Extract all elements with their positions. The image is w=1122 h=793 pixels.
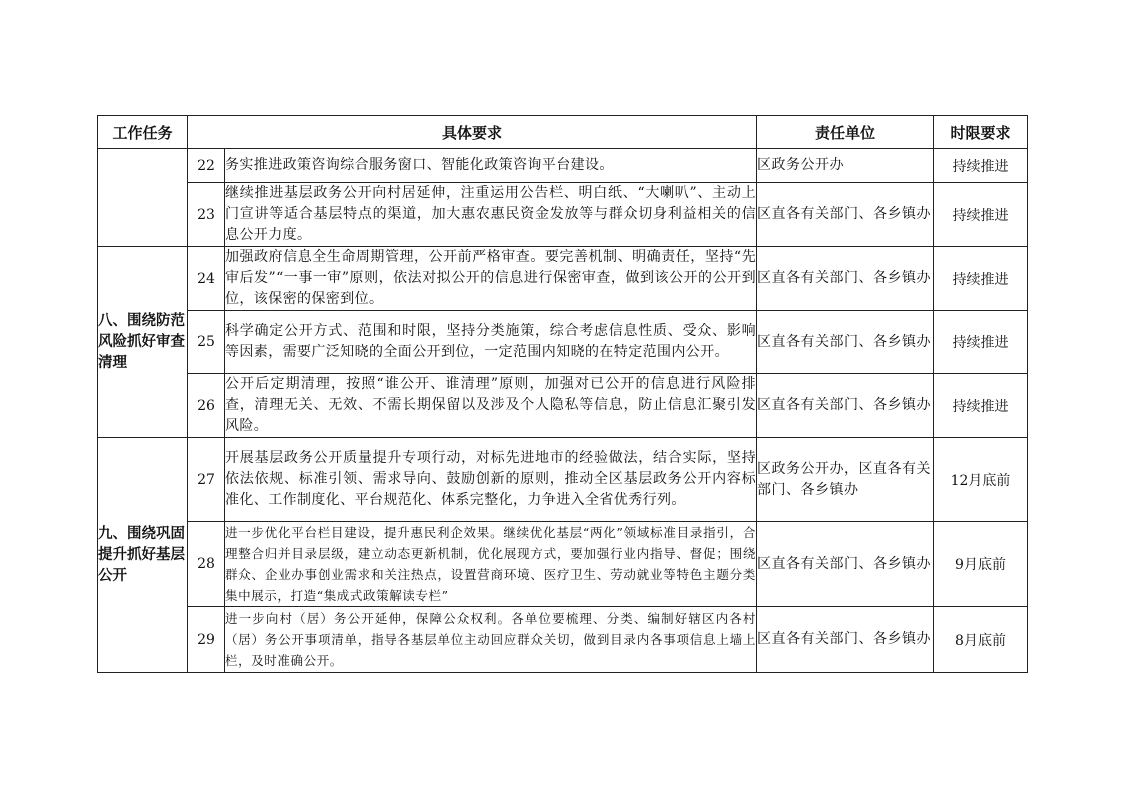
header-task: 工作任务 [98, 116, 188, 149]
row-number: 24 [188, 247, 225, 311]
header-requirement: 具体要求 [188, 116, 757, 149]
task-table-page [97, 115, 1027, 673]
row-deadline: 持续推进 [934, 149, 1028, 183]
row-number: 26 [188, 374, 225, 438]
row-number: 23 [188, 183, 225, 247]
header-unit: 责任单位 [757, 116, 934, 149]
row-number: 22 [188, 149, 225, 183]
category-cell-empty [98, 149, 188, 247]
row-unit: 区直各有关部门、各乡镇办 [757, 311, 934, 374]
table-row [98, 183, 1028, 247]
task-table [97, 115, 1028, 673]
table-header-row [98, 116, 1028, 149]
row-unit: 区政务公开办，区直各有关部门、各乡镇办 [757, 438, 934, 522]
row-deadline: 12月底前 [934, 438, 1028, 522]
table-row [98, 438, 1028, 522]
category-cell: 八、围绕防范风险抓好审查清理 [98, 247, 188, 438]
category-cell: 九、围绕巩固提升抓好基层公开 [98, 438, 188, 673]
header-deadline: 时限要求 [934, 116, 1028, 149]
table-row [98, 311, 1028, 374]
row-unit: 区直各有关部门、各乡镇办 [757, 183, 934, 247]
row-requirement: 继续推进基层政务公开向村居延伸，注重运用公告栏、明白纸、“大喇叭”、主动上门宣讲等适合基层特点的渠道，加大惠农惠民资金发放等与群众切身利益相关的信息公开力度。 [225, 183, 757, 247]
table-row [98, 149, 1028, 183]
row-deadline: 持续推进 [934, 247, 1028, 311]
row-requirement: 加强政府信息全生命周期管理，公开前严格审查。要完善机制、明确责任，坚持“先审后发”“一事一审”原则，依法对拟公开的信息进行保密审查，做到该公开的公开到位，该保密的保密到位。 [225, 247, 757, 311]
row-unit: 区直各有关部门、各乡镇办 [757, 522, 934, 607]
row-unit: 区直各有关部门、各乡镇办 [757, 374, 934, 438]
row-deadline: 持续推进 [934, 311, 1028, 374]
table-row [98, 374, 1028, 438]
row-number: 28 [188, 522, 225, 607]
table-row [98, 247, 1028, 311]
table-row [98, 607, 1028, 673]
row-deadline: 8月底前 [934, 607, 1028, 673]
row-number: 25 [188, 311, 225, 374]
row-number: 29 [188, 607, 225, 673]
row-unit: 区直各有关部门、各乡镇办 [757, 247, 934, 311]
row-unit: 区直各有关部门、各乡镇办 [757, 607, 934, 673]
row-requirement: 进一步优化平台栏目建设，提升惠民利企效果。继续优化基层“两化”领域标准目录指引，合理整合归并目录层级，建立动态更新机制，优化展现方式，要加强行业内指导、督促；围绕群众、企业办事创业需求和关注热点，设置营商环境、医疗卫生、劳动就业等特色主题分类集中展示，打造“集成式政策解读专栏” [225, 522, 757, 607]
table-row [98, 522, 1028, 607]
row-unit: 区政务公开办 [757, 149, 934, 183]
row-deadline: 持续推进 [934, 374, 1028, 438]
row-deadline: 9月底前 [934, 522, 1028, 607]
row-requirement: 务实推进政策咨询综合服务窗口、智能化政策咨询平台建设。 [225, 149, 757, 183]
row-deadline: 持续推进 [934, 183, 1028, 247]
row-requirement: 开展基层政务公开质量提升专项行动，对标先进地市的经验做法，结合实际，坚持依法依规、标准引领、需求导向、鼓励创新的原则，推动全区基层政务公开内容标准化、工作制度化、平台规范化、体系完整化，力争进入全省优秀行列。 [225, 438, 757, 522]
row-requirement: 科学确定公开方式、范围和时限，坚持分类施策，综合考虑信息性质、受众、影响等因素，需要广泛知晓的全面公开到位，一定范围内知晓的在特定范围内公开。 [225, 311, 757, 374]
row-requirement: 公开后定期清理，按照“谁公开、谁清理”原则，加强对已公开的信息进行风险排查，清理无关、无效、不需长期保留以及涉及个人隐私等信息，防止信息汇聚引发风险。 [225, 374, 757, 438]
row-requirement: 进一步向村（居）务公开延伸，保障公众权利。各单位要梳理、分类、编制好辖区内各村（居）务公开事项清单，指导各基层单位主动回应群众关切，做到目录内各事项信息上墙上栏，及时准确公开。 [225, 607, 757, 673]
row-number: 27 [188, 438, 225, 522]
